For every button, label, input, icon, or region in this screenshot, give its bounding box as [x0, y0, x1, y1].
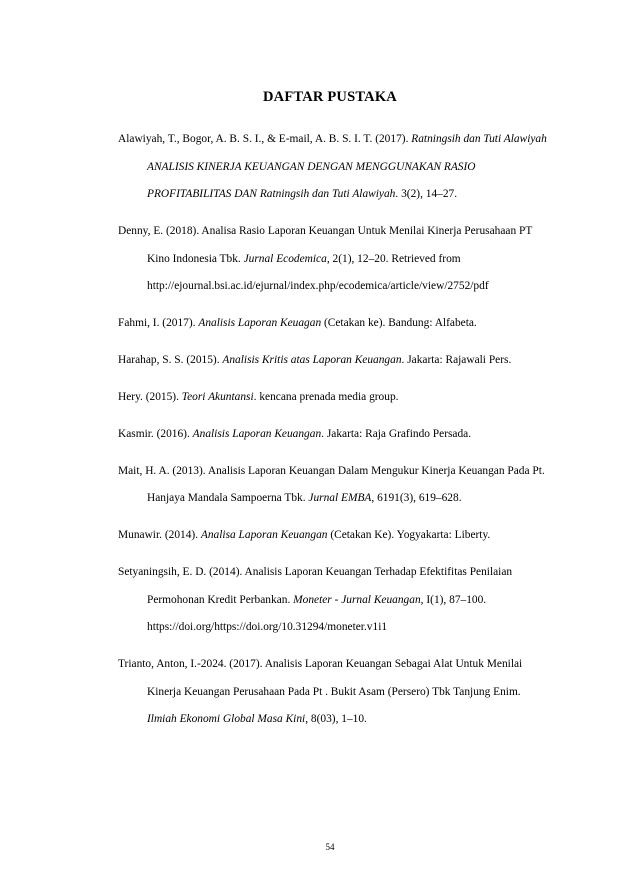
- reference-entry: [118, 559, 550, 642]
- reference-text: Denny, E. (2018). Analisa Rasio Laporan Keuangan Untuk Menilai Kinerja Perusahaan PT Kino Indonesia Tbk.: [118, 225, 533, 265]
- reference-text: Kasmir. (2016).: [118, 427, 193, 440]
- reference-entry: [118, 218, 550, 301]
- reference-text: Trianto, Anton, I.-2024. (2017). Analisis Laporan Keuangan Sebagai Alat Untuk Menilai Kinerja Keuangan Perusahaan Pada Pt . Bukit Asam (Persero) Tbk Tanjung Enim.: [118, 658, 523, 698]
- reference-title: Analisis Kritis atas Laporan Keuangan: [222, 354, 402, 367]
- reference-title: Ilmiah Ekonomi Global Masa Kini: [147, 713, 306, 726]
- reference-details: . 3(2), 14–27.: [395, 188, 458, 201]
- reference-details: , 8(03), 1–10.: [305, 713, 367, 726]
- reference-text: Fahmi, I. (2017).: [118, 317, 199, 330]
- reference-entry: [118, 347, 550, 375]
- reference-details: . Jakarta: Rajawali Pers.: [401, 354, 512, 367]
- reference-entry: [118, 310, 550, 338]
- reference-title: Moneter - Jurnal Keuangan: [293, 593, 421, 606]
- reference-text: Hery. (2015).: [118, 390, 182, 403]
- reference-entry: [118, 458, 550, 513]
- page-number: 54: [325, 842, 335, 852]
- reference-text: Setyaningsih, E. D. (2014). Analisis Laporan Keuangan Terhadap Efektifitas Penilaian Permohonan Kredit Perbankan.: [118, 566, 513, 606]
- reference-entry: [118, 126, 550, 209]
- page-title: DAFTAR PUSTAKA: [263, 89, 397, 105]
- reference-details: , 6191(3), 619–628.: [371, 492, 462, 505]
- reference-details: , I(1), 87–100. https://doi.org/https://doi.org/10.31294/moneter.v1i1: [147, 593, 487, 634]
- reference-entry: [118, 384, 550, 412]
- reference-title: Jurnal Ecodemica: [243, 252, 327, 265]
- reference-details: . kencana prenada media group.: [253, 390, 399, 403]
- reference-details: , 2(1), 12–20. Retrieved from http://ejournal.bsi.ac.id/ejurnal/index.php/ecodemica/article/view/2752/pdf: [147, 252, 489, 293]
- reference-title: Analisis Laporan Keuangan: [192, 427, 322, 440]
- reference-entry: [118, 522, 550, 550]
- reference-title: Jurnal EMBA: [308, 492, 372, 505]
- reference-entry: [118, 421, 550, 449]
- reference-title: Ratningsih dan Tuti Alawiyah ANALISIS KINERJA KEUANGAN DENGAN MENGGUNAKAN RASIO PROFITABILITAS DAN Ratningsih dan Tuti Alawiyah: [147, 133, 547, 201]
- reference-title: Analisa Laporan Keuangan: [200, 529, 328, 542]
- reference-details: . Jakarta: Raja Grafindo Persada.: [321, 427, 472, 440]
- reference-title: Teori Akuntansi: [181, 390, 254, 403]
- reference-entry: [118, 651, 550, 734]
- reference-text: Mait, H. A. (2013). Analisis Laporan Keuangan Dalam Mengukur Kinerja Keuangan Pada Pt. Hanjaya Mandala Sampoerna Tbk.: [118, 464, 545, 505]
- reference-details: (Cetakan Ke). Yogyakarta: Liberty.: [327, 529, 491, 542]
- reference-text: Munawir. (2014).: [118, 529, 201, 542]
- reference-text: Alawiyah, T., Bogor, A. B. S. I., & E-mail, A. B. S. I. T. (2017).: [118, 133, 412, 145]
- reference-details: (Cetakan ke). Bandung: Alfabeta.: [321, 317, 477, 330]
- reference-text: Harahap, S. S. (2015).: [118, 354, 223, 367]
- reference-title: Analisis Laporan Keuagan: [198, 317, 322, 330]
- reference-list: [118, 126, 550, 743]
